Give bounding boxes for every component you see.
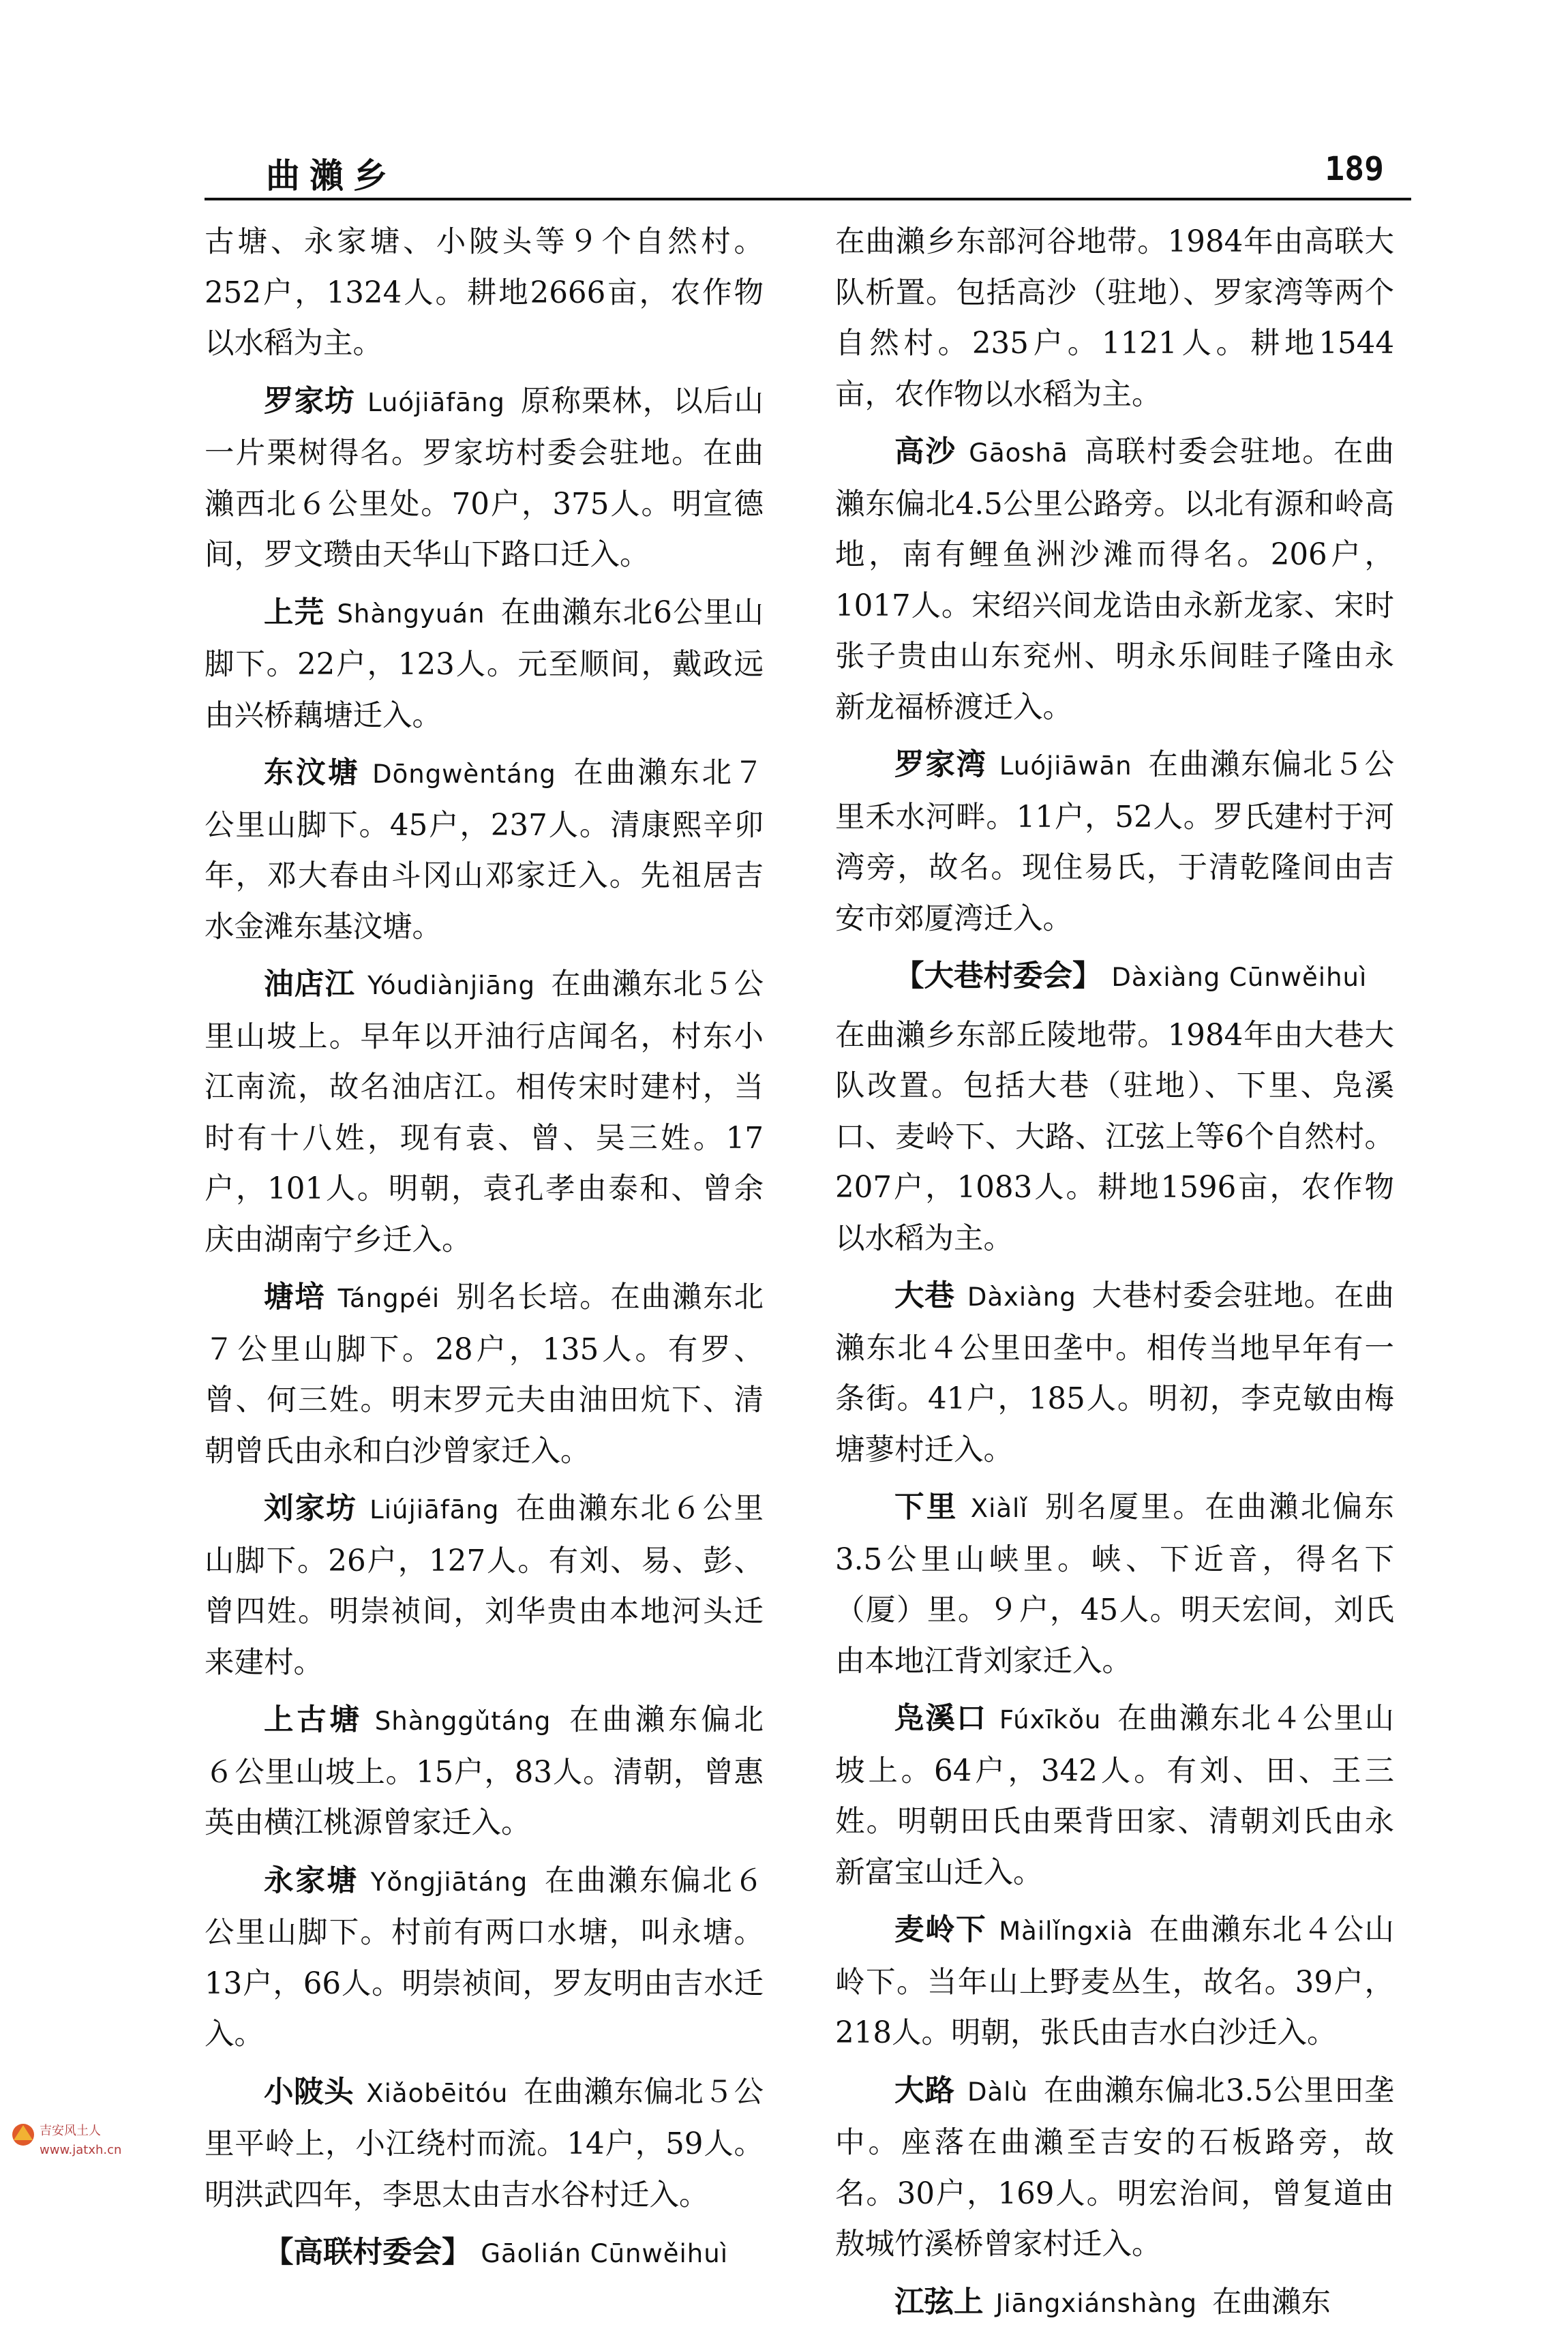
village-pinyin: Shàngyuán — [337, 599, 485, 629]
committee-pinyin: Dàxiàng Cūnwěihuì — [1111, 963, 1367, 992]
village-pinyin: Dōngwèntáng — [372, 760, 556, 789]
village-pinyin: Yóudiànjiāng — [367, 971, 535, 1000]
village-pinyin: Shànggǔtáng — [375, 1707, 552, 1736]
village-name: 凫溪口 — [894, 1701, 987, 1736]
left-entry-list — [205, 376, 764, 2221]
village-name: 上古塘 — [264, 1702, 363, 1737]
village-name: 小陂头 — [264, 2075, 354, 2109]
village-entry — [835, 1694, 1394, 1898]
village-pinyin: Luójiāwān — [999, 751, 1132, 781]
committee-heading — [835, 951, 1394, 1004]
committee-title: 【大巷村委会】 — [894, 959, 1102, 993]
committee-title: 【高联村委会】 — [264, 2235, 472, 2270]
village-entry — [835, 1271, 1394, 1475]
watermark-text: 吉安风土人 — [40, 2121, 101, 2139]
village-pinyin: Xiàlǐ — [971, 1494, 1028, 1523]
village-name: 麦岭下 — [894, 1912, 986, 1947]
village-entry — [835, 1482, 1394, 1687]
village-description: 在曲瀨东偏北６公里山坡上。15户，83人。清朝，曾惠英由横江桃源曾家迁入。 — [205, 1703, 764, 1840]
right-entry-list-b — [835, 1271, 1394, 2329]
village-name: 永家塘 — [264, 1863, 359, 1898]
page-header — [205, 136, 1411, 200]
village-name: 塘培 — [264, 1280, 326, 1314]
village-name: 油店江 — [264, 967, 355, 1002]
village-pinyin: Fúxīkǒu — [999, 1705, 1101, 1734]
village-description: 在曲瀨东偏北3.5公里田垄中。座落在曲瀨至吉安的石板路旁，故名。30户，169人。明宏治间，曾复道由敖城竹溪桥曾家村迁入。 — [835, 2074, 1394, 2262]
village-entry — [835, 2066, 1394, 2270]
village-description: 大巷村委会驻地。在曲瀨东北４公里田垄中。相传当地早年有一条街。41户，185人。明初，李克敏由梅塘蓼村迁入。 — [835, 1279, 1394, 1467]
village-entry — [205, 1484, 764, 1688]
village-pinyin: Gāoshā — [969, 438, 1068, 468]
village-entry — [205, 1695, 764, 1849]
site-watermark — [10, 2117, 153, 2168]
village-pinyin: Liújiāfāng — [370, 1495, 499, 1524]
village-description: 别名长培。在曲瀨东北７公里山脚下。28户，135人。有罗、曾、何三姓。明末罗元夫由油田炕下、清朝曾氏由永和白沙曾家迁入。 — [205, 1280, 764, 1469]
section-title: 曲瀨乡 — [266, 149, 397, 198]
village-entry — [835, 427, 1394, 733]
village-name: 大路 — [894, 2073, 955, 2108]
village-description: 在曲瀨东偏北５公里禾水河畔。11户，52人。罗氏建村于河湾旁，故名。现住易氏，于清乾隆间由吉安市郊厦湾迁入。 — [835, 748, 1394, 936]
village-description: 在曲瀨东北6公里山脚下。22户，123人。元至顺间，戴政远由兴桥藕塘迁入。 — [205, 596, 764, 733]
village-name: 东汶塘 — [264, 755, 360, 790]
village-pinyin: Dàlù — [967, 2077, 1028, 2107]
watermark-logo-icon — [10, 2120, 37, 2147]
village-pinyin: Xiǎobēitóu — [366, 2079, 508, 2108]
village-entry — [205, 1272, 764, 1477]
village-entry — [205, 376, 764, 581]
village-entry — [835, 2277, 1394, 2329]
village-description: 在曲瀨东北７公里山脚下。45户，237人。清康熙辛卯年，邓大春由斗冈山邓家迁入。先祖居吉水金滩东基汶塘。 — [205, 756, 764, 944]
watermark-url: www.jatxh.cn — [40, 2143, 121, 2157]
village-name: 罗家坊 — [264, 384, 355, 419]
village-description: 别名厦里。在曲瀨北偏东3.5公里山峡里。峡、下近音，得名下（厦）里。９户，45人。明天宏间，刘氏由本地江背刘家迁入。 — [835, 1490, 1394, 1679]
committee-heading — [205, 2227, 764, 2280]
village-pinyin: Tángpéi — [338, 1284, 440, 1313]
village-name: 刘家坊 — [264, 1491, 357, 1526]
village-description: 原称栗林，以后山一片栗树得名。罗家坊村委会驻地。在曲瀨西北６公里处。70户，375人。明宣德间，罗文瓒由天华山下路口迁入。 — [205, 385, 764, 573]
village-description: 在曲瀨东北５公里山坡上。早年以开油行店闻名，村东小江南流，故名油店江。相传宋时建村，当时有十八姓，现有袁、曾、吴三姓。17户，101人。明朝，袁孔孝由泰和、曾余庆由湖南宁乡迁入。 — [205, 967, 764, 1257]
village-pinyin: Màilǐngxià — [999, 1917, 1133, 1946]
village-name: 江弦上 — [894, 2285, 984, 2319]
village-entry — [835, 1905, 1394, 2059]
village-description: 在曲瀨东北４公山岭下。当年山上野麦丛生，故名。39户，218人。明朝，张氏由吉水白沙迁入。 — [835, 1913, 1394, 2050]
village-pinyin: Luójiāfāng — [367, 388, 505, 417]
village-entry — [205, 2067, 764, 2221]
right-column — [835, 217, 1394, 2126]
village-name: 上芫 — [264, 595, 325, 630]
village-name: 罗家湾 — [894, 747, 987, 782]
village-description: 高联村委会驻地。在曲瀨东偏北4.5公里公路旁。以北有源和岭高地，南有鲤鱼洲沙滩而得名。206户，1017人。宋绍兴间龙诰由永新龙家、宋时张子贵由山东兖州、明永乐间眭子隆由永新龙福桥渡迁入。 — [835, 435, 1394, 725]
village-description: 在曲瀨东偏北６公里山脚下。村前有两口水塘，叫永塘。13户，66人。明崇祯间，罗友明由吉水迁入。 — [205, 1864, 764, 2052]
village-entry — [205, 748, 764, 952]
left-column — [205, 217, 764, 2126]
village-pinyin: Jiāngxiánshàng — [996, 2289, 1197, 2318]
page-number: 189 — [1325, 150, 1384, 188]
village-entry — [205, 588, 764, 742]
committee-description: 在曲瀨乡东部丘陵地带。1984年由大巷大队改置。包括大巷（驻地）、下里、凫溪口、麦岭下、大路、江弦上等6个自然村。207户，1083人。耕地1596亩，农作物以水稻为主。 — [835, 1010, 1394, 1265]
entry-continuation: 古塘、永家塘、小陂头等９个自然村。252户，1324人。耕地2666亩，农作物以水稻为主。 — [205, 217, 764, 370]
village-description: 在曲瀨东 — [1212, 2285, 1331, 2319]
committee-pinyin: Gāolián Cūnwěihuì — [481, 2239, 728, 2268]
village-pinyin: Yǒngjiātáng — [371, 1867, 528, 1897]
entry-continuation: 在曲瀨乡东部河谷地带。1984年由高联大队析置。包括高沙（驻地）、罗家湾等两个自然村。235户。1121人。耕地1544亩，农作物以水稻为主。 — [835, 217, 1394, 420]
village-entry — [205, 1856, 764, 2060]
right-entry-list-a — [835, 427, 1394, 944]
village-name: 大巷 — [894, 1278, 955, 1313]
village-pinyin: Dàxiàng — [967, 1282, 1076, 1312]
village-description: 在曲瀨东北４公里山坡上。64户，342人。有刘、田、王三姓。明朝田氏由栗背田家、清朝刘氏由永新富宝山迁入。 — [835, 1702, 1394, 1890]
village-name: 高沙 — [894, 434, 956, 469]
village-name: 下里 — [894, 1490, 959, 1524]
village-description: 在曲瀨东北６公里山脚下。26户，127人。有刘、易、彭、曾四姓。明崇祯间，刘华贵由本地河头迁来建村。 — [205, 1492, 764, 1680]
village-entry — [835, 740, 1394, 944]
village-description: 在曲瀨东偏北５公里平岭上，小江绕村而流。14户，59人。明洪武四年，李思太由吉水谷村迁入。 — [205, 2075, 764, 2212]
village-entry — [205, 959, 764, 1265]
